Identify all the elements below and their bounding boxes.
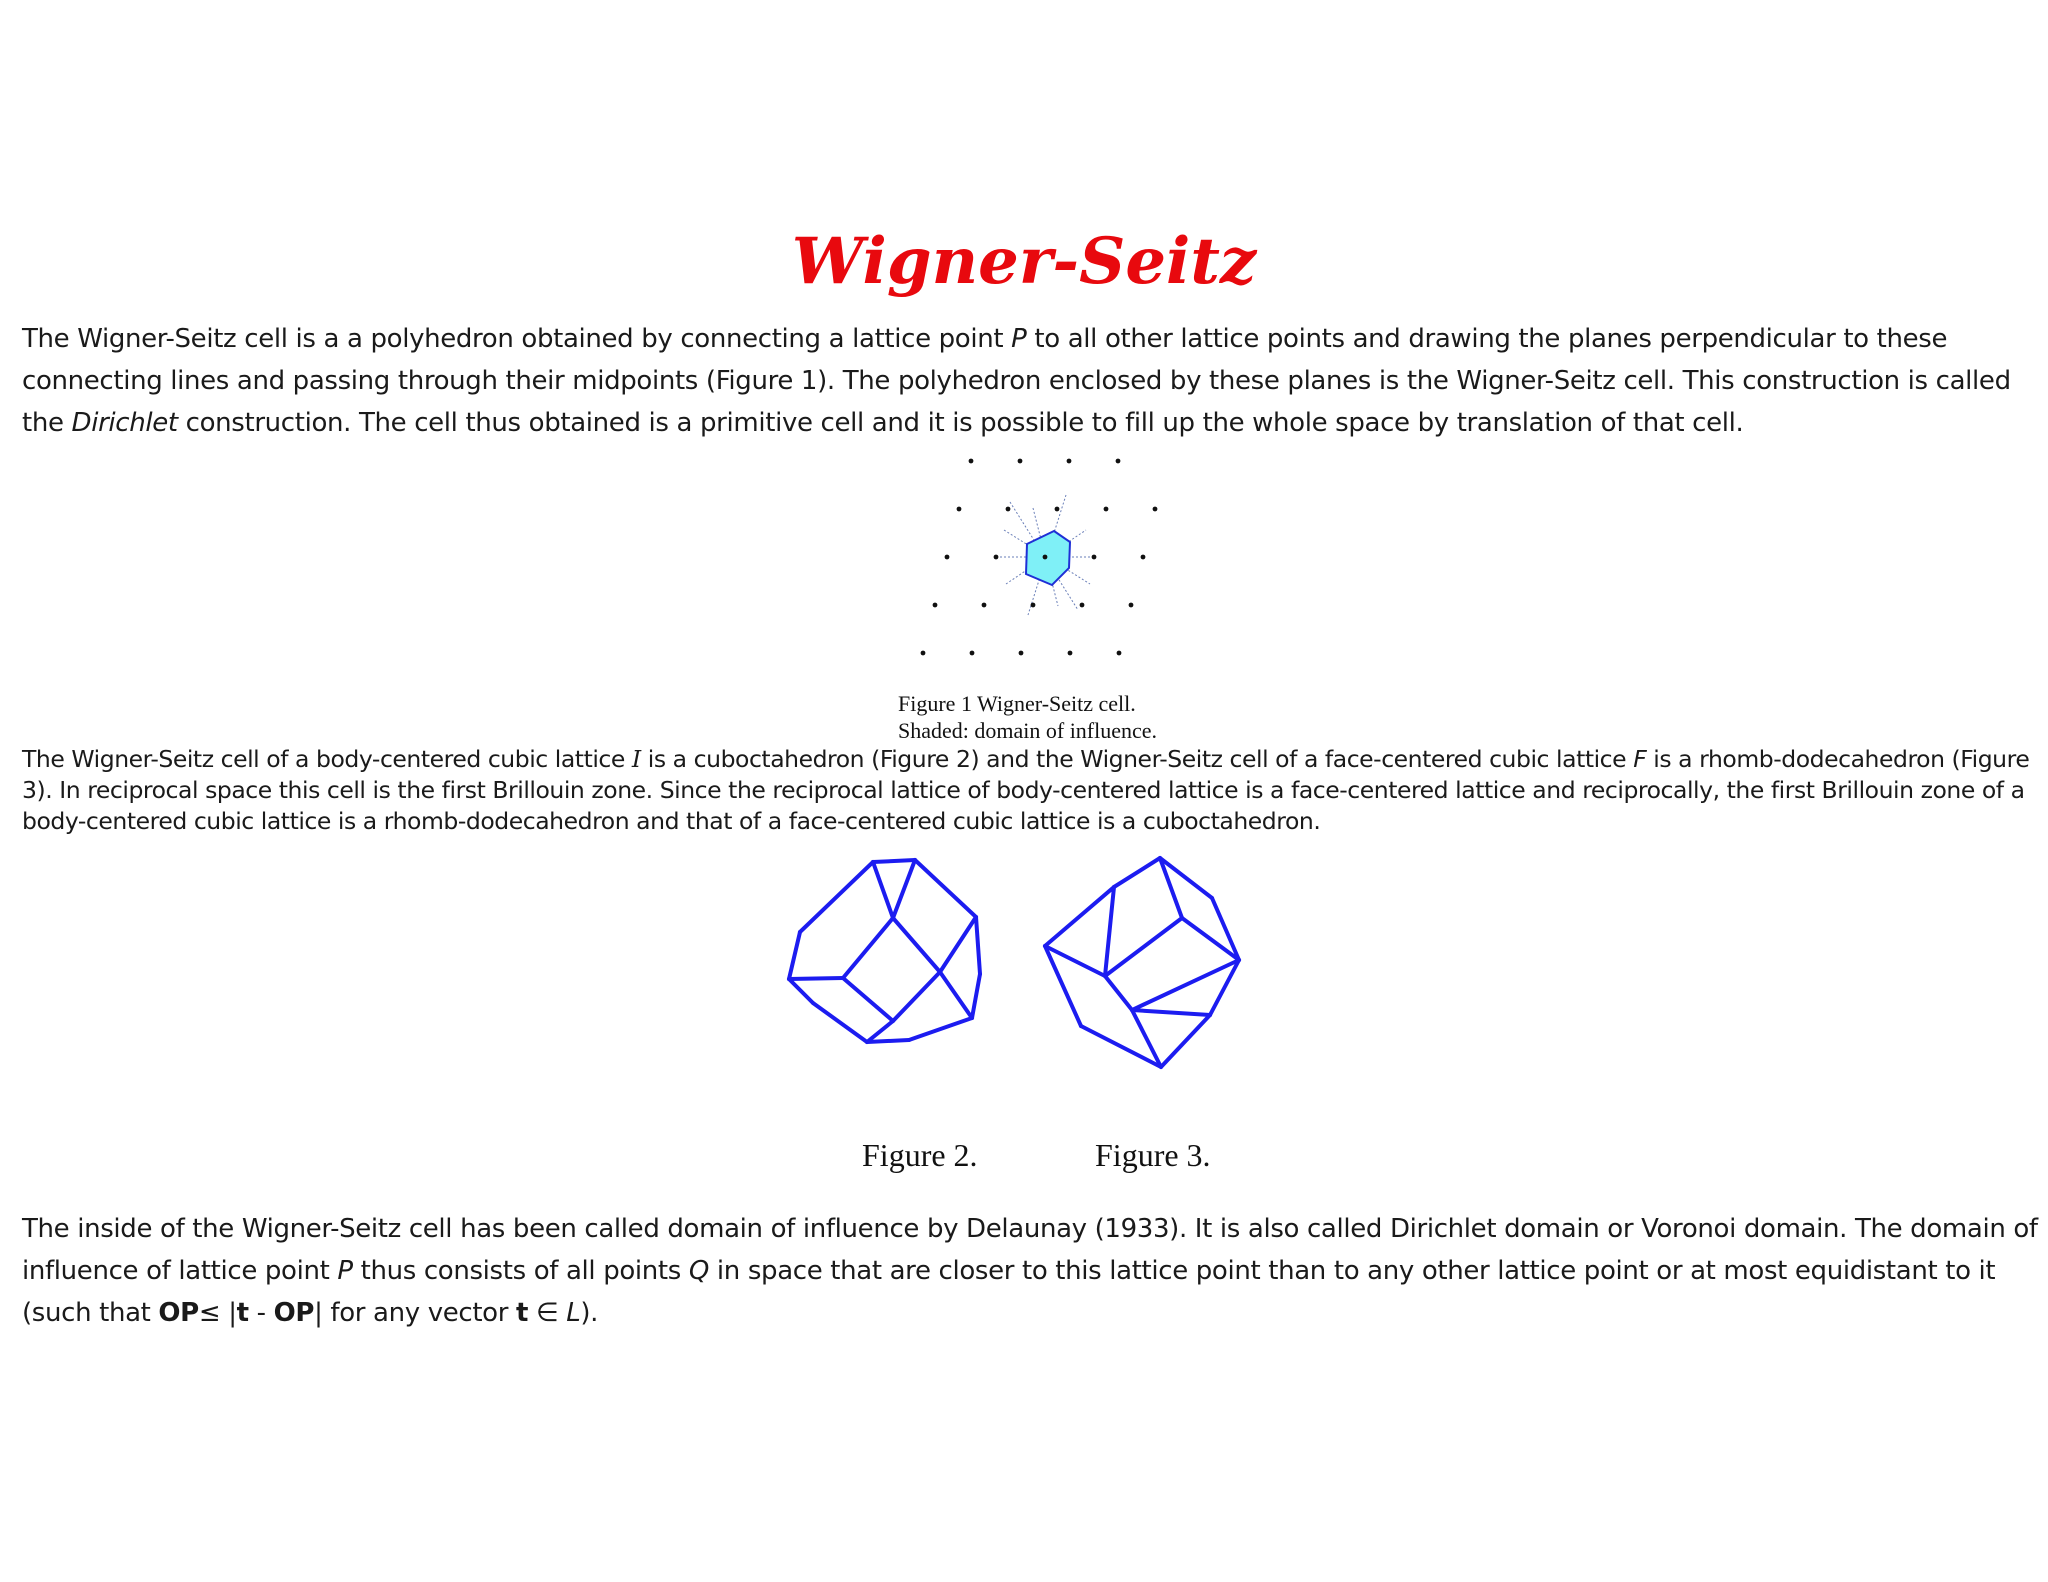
- intro-paragraph: [22, 318, 2038, 444]
- vector-t: t: [515, 1298, 529, 1328]
- text-run: in space that are closer to this lattice point than to any other lattice point or at most equidistant to it (such that: [22, 1256, 1996, 1328]
- cuboctahedron-figure: [789, 860, 980, 1042]
- cuboctahedron-edge: [813, 1003, 867, 1042]
- text-run: | for any vector: [314, 1298, 516, 1328]
- rhomb-dodecahedron-edge: [1045, 887, 1114, 946]
- cuboctahedron-edge: [893, 860, 915, 918]
- vector-op: OP: [158, 1298, 199, 1328]
- bcc-lattice-symbol: I: [631, 745, 641, 773]
- cuboctahedron-edge: [976, 917, 980, 974]
- lattice-point: [1055, 507, 1060, 512]
- lattice-point: [1019, 651, 1024, 656]
- text-run: The inside of the Wigner-Seitz cell has been called domain of influence by Delaunay (1933). It is also called Dirichlet domain or Voronoi domain. The domain of influence of lattice point: [22, 1214, 2038, 1286]
- text-run: ∈: [528, 1298, 567, 1328]
- text-run: The Wigner-Seitz cell of a body-centered cubic lattice: [22, 745, 632, 773]
- rhomb-dodecahedron-edge: [1132, 1010, 1210, 1015]
- page-title: Wigner-Seitz: [791, 224, 1257, 299]
- lattice-point: [1080, 603, 1085, 608]
- cuboctahedron-edge: [873, 860, 915, 862]
- lattice-point-symbol: P: [337, 1256, 353, 1286]
- cuboctahedron-edge: [940, 972, 972, 1018]
- caption-line: Figure 1 Wigner-Seitz cell.: [898, 691, 1136, 716]
- cuboctahedron-edge: [789, 978, 843, 979]
- lattice-point: [1117, 651, 1122, 656]
- lattice-point: [970, 651, 975, 656]
- vector-op: OP: [273, 1298, 315, 1328]
- lattice-point: [957, 507, 962, 512]
- cuboctahedron-edge: [972, 974, 980, 1018]
- cuboctahedron-edge: [789, 979, 813, 1003]
- cuboctahedron-edge: [873, 862, 893, 918]
- cuboctahedron-edge: [789, 932, 800, 979]
- lattice-point-symbol: P: [1011, 324, 1027, 354]
- lattice-point: [945, 555, 950, 560]
- rhomb-dodecahedron-edge: [1045, 946, 1105, 976]
- text-run: ).: [580, 1298, 599, 1328]
- cuboctahedron-edge: [843, 978, 893, 1021]
- wigner-seitz-cell-hexagon: [1026, 531, 1070, 585]
- lattice-point: [1141, 555, 1146, 560]
- lattice-point: [1043, 555, 1048, 560]
- lattice-point: [1018, 459, 1023, 464]
- lattice-point: [1129, 603, 1134, 608]
- rhomb-dodecahedron-edge: [1161, 1015, 1210, 1067]
- text-run: construction. The cell thus obtained is a primitive cell and it is possible to fill up the whole space by translation of that cell.: [177, 408, 1744, 438]
- figure-1-caption: [898, 690, 1157, 744]
- cuboctahedron-edge: [843, 918, 893, 978]
- lattice-point: [994, 555, 999, 560]
- cuboctahedron-edge: [915, 860, 976, 917]
- text-run: to all other lattice points and drawing the planes perpendicular to these connecting lines and passing through their midpoints (Figure 1). The polyhedron enclosed by these planes is the Wigner-Seitz cell. This construction is called the: [22, 324, 2011, 438]
- lattice-point: [1031, 603, 1036, 608]
- lattice-point: [1068, 651, 1073, 656]
- lattice-point: [982, 603, 987, 608]
- lattice-point: [921, 651, 926, 656]
- lattice-point: [1092, 555, 1097, 560]
- dirichlet-term: Dirichlet: [71, 408, 178, 438]
- text-run: ≤ |: [198, 1298, 237, 1328]
- rhomb-dodecahedron-edge: [1105, 976, 1132, 1010]
- cuboctahedron-edge: [867, 1040, 909, 1042]
- rhomb-dodecahedron-edge: [1045, 946, 1081, 1026]
- figure-1-wigner-seitz-diagram: [900, 450, 1160, 675]
- figure-3-caption: Figure 3.: [1095, 1137, 1211, 1173]
- cuboctahedron-edge: [893, 972, 940, 1021]
- vector-t: t: [236, 1298, 249, 1328]
- lattice-point: [1116, 459, 1121, 464]
- text-run: is a rhomb-dodecahedron (Figure 3). In reciprocal space this cell is the first Brillouin zone. Since the reciprocal lattice of body-centered lattice is a face-centered lattice and reciprocally, the first Brillouin zone of a body-centered cubic lattice is a rhomb-dodecahedron and that of a face-centered cubic lattice is a cuboctahedron.: [22, 745, 2030, 835]
- cuboctahedron-edge: [800, 862, 873, 932]
- figures-2-3-polyhedra: [780, 840, 1280, 1120]
- lattice-point: [1153, 507, 1158, 512]
- brillouin-paragraph: [22, 744, 2038, 837]
- text-run: is a cuboctahedron (Figure 2) and the Wigner-Seitz cell of a face-centered cubic lattice: [640, 745, 1634, 773]
- lattice-point: [933, 603, 938, 608]
- rhomb-dodecahedron-edge: [1132, 960, 1239, 1010]
- cuboctahedron-edge: [867, 1021, 893, 1042]
- lattice-point: [1006, 507, 1011, 512]
- cuboctahedron-edge: [909, 1018, 972, 1040]
- cuboctahedron-edge: [893, 918, 940, 972]
- point-q-symbol: Q: [688, 1256, 710, 1286]
- fcc-lattice-symbol: F: [1633, 745, 1647, 773]
- rhomb-dodecahedron-edge: [1114, 858, 1160, 887]
- rhomb-dodecahedron-figure: [1045, 858, 1239, 1067]
- rhomb-dodecahedron-edge: [1105, 918, 1182, 976]
- figure-2-caption: Figure 2.: [862, 1137, 978, 1173]
- text-run: -: [248, 1298, 274, 1328]
- lattice-symbol: L: [566, 1298, 581, 1328]
- text-run: thus consists of all points: [352, 1256, 689, 1286]
- lattice-point: [1067, 459, 1072, 464]
- text-run: The Wigner-Seitz cell is a a polyhedron obtained by connecting a lattice point: [22, 324, 1012, 354]
- lattice-point: [1104, 507, 1109, 512]
- domain-paragraph: [22, 1208, 2038, 1334]
- lattice-point: [969, 459, 974, 464]
- caption-line: Shaded: domain of influence.: [898, 718, 1158, 743]
- cuboctahedron-edge: [940, 917, 976, 972]
- rhomb-dodecahedron-edge: [1105, 887, 1114, 976]
